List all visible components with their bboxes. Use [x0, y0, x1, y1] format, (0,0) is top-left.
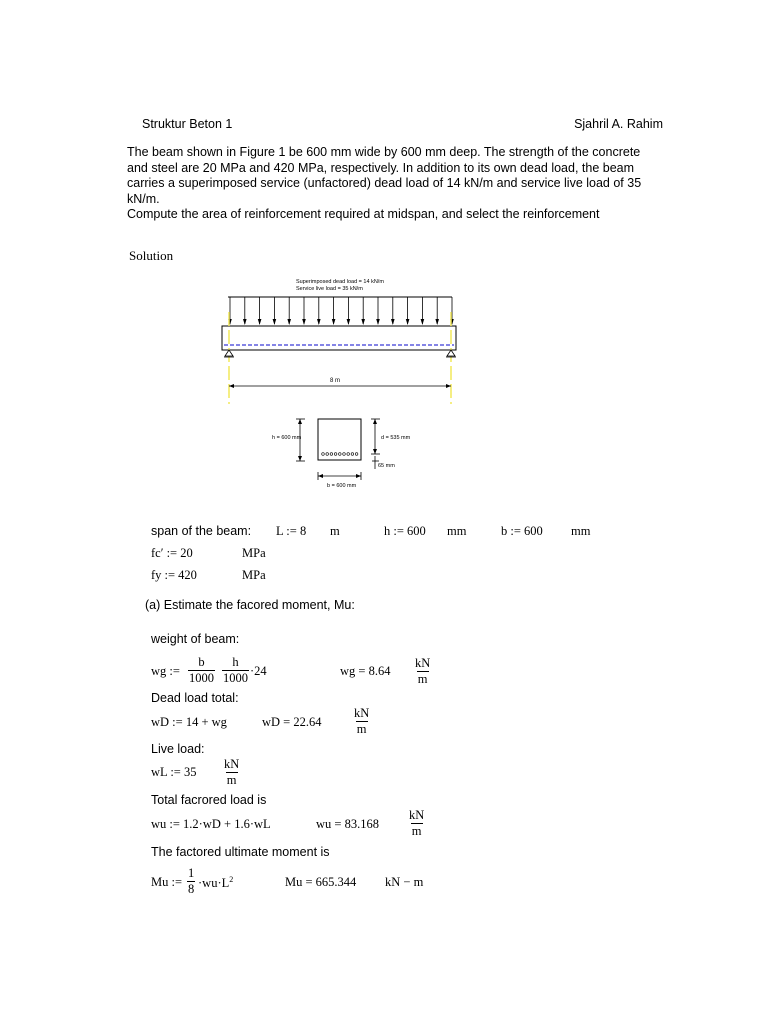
L-definition: L := 8 — [276, 524, 307, 538]
rebar-dot — [330, 453, 333, 456]
wg-frac2-num: h — [232, 655, 239, 669]
wg-lhs: wg := — [151, 664, 180, 678]
load-arrow-head — [317, 319, 321, 325]
fc-unit: MPa — [242, 546, 266, 560]
b-definition: b := 600 — [501, 524, 543, 538]
load-arrow-head — [347, 319, 351, 325]
wg-frac2-den: 1000 — [223, 671, 248, 685]
wg-unit — [414, 656, 431, 687]
L-unit: m — [330, 524, 340, 538]
rebar-dot — [355, 453, 358, 456]
span-text: span of the beam: — [151, 524, 252, 538]
rebar-dot — [339, 453, 342, 456]
wu-result: wu = 83.168 — [316, 817, 379, 831]
load-arrow-head — [243, 319, 247, 325]
cover-dimension-label: 65 mm — [378, 463, 395, 469]
Mu-frac-num: 1 — [188, 866, 195, 880]
d-dimension-label: d = 535 mm — [381, 435, 411, 441]
wg-fraction-b — [188, 655, 215, 686]
load-arrow-head — [421, 319, 425, 325]
header-author: Sjahril A. Rahim — [574, 117, 663, 131]
load-arrow-head — [258, 319, 262, 325]
wL-unit-num: kN — [224, 757, 240, 771]
fy-definition: fy := 420 — [151, 568, 197, 582]
wg-tail: ·24 — [250, 664, 267, 678]
span-label: 8 m — [330, 378, 341, 384]
beam-body — [222, 326, 456, 350]
total-load-label: Total facrored load is — [151, 793, 267, 807]
load-arrow-head — [376, 319, 380, 325]
wg-result: wg = 8.64 — [340, 664, 391, 678]
left-support-icon — [225, 350, 233, 356]
wL-unit — [223, 757, 240, 788]
solution-label: Solution — [129, 248, 174, 263]
wu-unit-den: m — [411, 824, 422, 838]
rebar-dot — [322, 453, 325, 456]
dead-load-label: Dead load total: — [151, 691, 239, 705]
weight-label: weight of beam: — [151, 632, 240, 646]
distributed-load-arrows — [228, 297, 454, 325]
beam-figure — [0, 0, 768, 500]
wD-unit — [353, 706, 370, 737]
rebar-dot — [343, 453, 346, 456]
b-unit: mm — [571, 524, 591, 538]
load-arrow-head — [406, 319, 410, 325]
wg-frac1-num: b — [198, 655, 205, 669]
section-a-heading: (a) Estimate the facored moment, Mu: — [145, 598, 355, 612]
Mu-unit: kN − m — [385, 875, 424, 889]
h-definition: h := 600 — [384, 524, 426, 538]
Mu-result: Mu = 665.344 — [285, 875, 357, 889]
problem-paragraph-1: The beam shown in Figure 1 be 600 mm wide by 600 mm deep. The strength of the concrete and steel are 20 MPa and 420 MPa, respectively. In addition to its own dead load, the beam carries a superimposed service (unfactored) dead load of 14 kN/m and service live load of 35 kN/m. — [127, 145, 642, 206]
load-arrow-head — [361, 319, 365, 325]
load-arrow-head — [332, 319, 336, 325]
Mu-lhs: Mu := — [151, 875, 183, 889]
header-course: Struktur Beton 1 — [142, 117, 233, 131]
wu-expression: wu := 1.2·wD + 1.6·wL — [151, 817, 271, 831]
problem-paragraph-2: Compute the area of reinforcement required at midspan, and select the reinforcement — [127, 207, 600, 221]
fy-unit: MPa — [242, 568, 266, 582]
Mu-exponent: 2 — [229, 875, 234, 884]
fc-definition: fc′ := 20 — [151, 546, 193, 560]
Mu-expression — [198, 875, 233, 891]
h-unit: mm — [447, 524, 467, 538]
rebar-dot — [326, 453, 329, 456]
wg-fraction-h — [222, 655, 249, 686]
rebar-dots — [322, 453, 358, 456]
wu-unit-num: kN — [409, 808, 425, 822]
Mu-fraction — [187, 866, 195, 897]
rebar-dot — [334, 453, 337, 456]
load-label-live: Service live load = 35 kN/m — [296, 286, 363, 292]
rebar-dot — [351, 453, 354, 456]
b-dimension-label: b = 600 mm — [327, 483, 357, 489]
wg-frac1-den: 1000 — [189, 671, 214, 685]
load-arrow-head — [435, 319, 439, 325]
wg-unit-den: m — [417, 672, 428, 686]
load-arrow-head — [287, 319, 291, 325]
Mu-tail: ·wu·L — [198, 876, 230, 891]
load-label-dead: Superimposed dead load = 14 kN/m — [296, 279, 384, 285]
wL-expression: wL := 35 — [151, 765, 197, 779]
right-support-icon — [447, 350, 455, 356]
wD-result: wD = 22.64 — [262, 715, 322, 729]
load-arrow-head — [391, 319, 395, 325]
wu-unit — [408, 808, 425, 839]
Mu-frac-den: 8 — [188, 882, 195, 896]
wD-unit-den: m — [356, 722, 367, 736]
live-load-label: Live load: — [151, 742, 205, 756]
wD-expression: wD := 14 + wg — [151, 715, 227, 729]
load-arrow-head — [302, 319, 306, 325]
wD-unit-num: kN — [354, 706, 370, 720]
load-arrow-head — [273, 319, 277, 325]
moment-label: The factored ultimate moment is — [151, 845, 330, 859]
h-dimension-label: h = 600 mm — [272, 435, 302, 441]
wg-unit-num: kN — [415, 656, 431, 670]
wL-unit-den: m — [226, 773, 237, 787]
rebar-dot — [347, 453, 350, 456]
